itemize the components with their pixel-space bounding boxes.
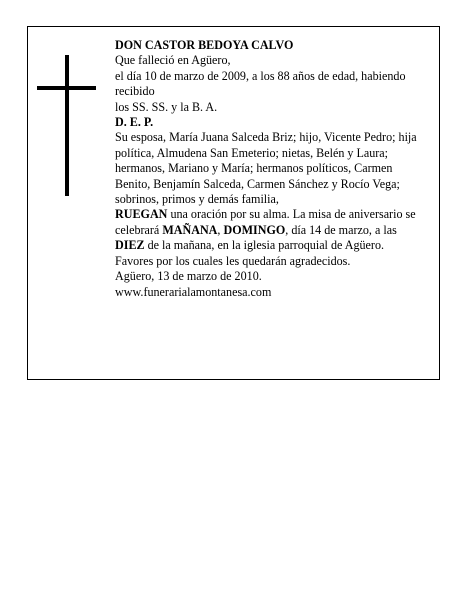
request-text-2: , día 14 de marzo, a las: [285, 222, 397, 237]
ruegan-word: RUEGAN: [115, 207, 168, 222]
diez-word: DIEZ: [115, 238, 145, 253]
request-text-1: una oración por su alma. La misa de aniversario se celebrará: [115, 207, 416, 237]
place-date: Agüero, 13 de marzo de 2010.: [115, 269, 262, 284]
cross-vertical-bar: [65, 55, 69, 196]
death-intro: Que falleció en Agüero,: [115, 53, 231, 68]
website-link[interactable]: www.funerarialamontanesa.com: [115, 284, 272, 299]
prayer-request: [115, 207, 419, 269]
deceased-name: DON CASTOR BEDOYA CALVO: [115, 38, 294, 52]
manana-word: MAÑANA: [162, 222, 218, 237]
request-separator: ,: [217, 222, 224, 237]
cross-horizontal-bar: [37, 86, 96, 90]
cross-icon: [37, 55, 96, 196]
family-list: Su esposa, María Juana Salceda Briz; hijo, Vicente Pedro; hija política, Almudena San Emeterio; nietas, Belén y Laura; hermanos, Mariano y María; hermanos políticos, Carmen Benito, Benjamín Salceda, Carmen Sánchez y Rocío Vega; sobrinos, primos y demás familia,: [115, 130, 417, 207]
request-text-3: de la mañana, en la iglesia parroquial de Agüero. Favores por los cuales les quedarán agradecidos.: [115, 238, 385, 268]
rest-in-peace: D. E. P.: [115, 115, 154, 130]
domingo-word: DOMINGO: [223, 222, 286, 237]
obituary-text: [115, 38, 419, 300]
death-details: el día 10 de marzo de 2009, a los 88 años de edad, habiendo recibido: [115, 68, 406, 99]
sacraments-line: los SS. SS. y la B. A.: [115, 99, 218, 114]
